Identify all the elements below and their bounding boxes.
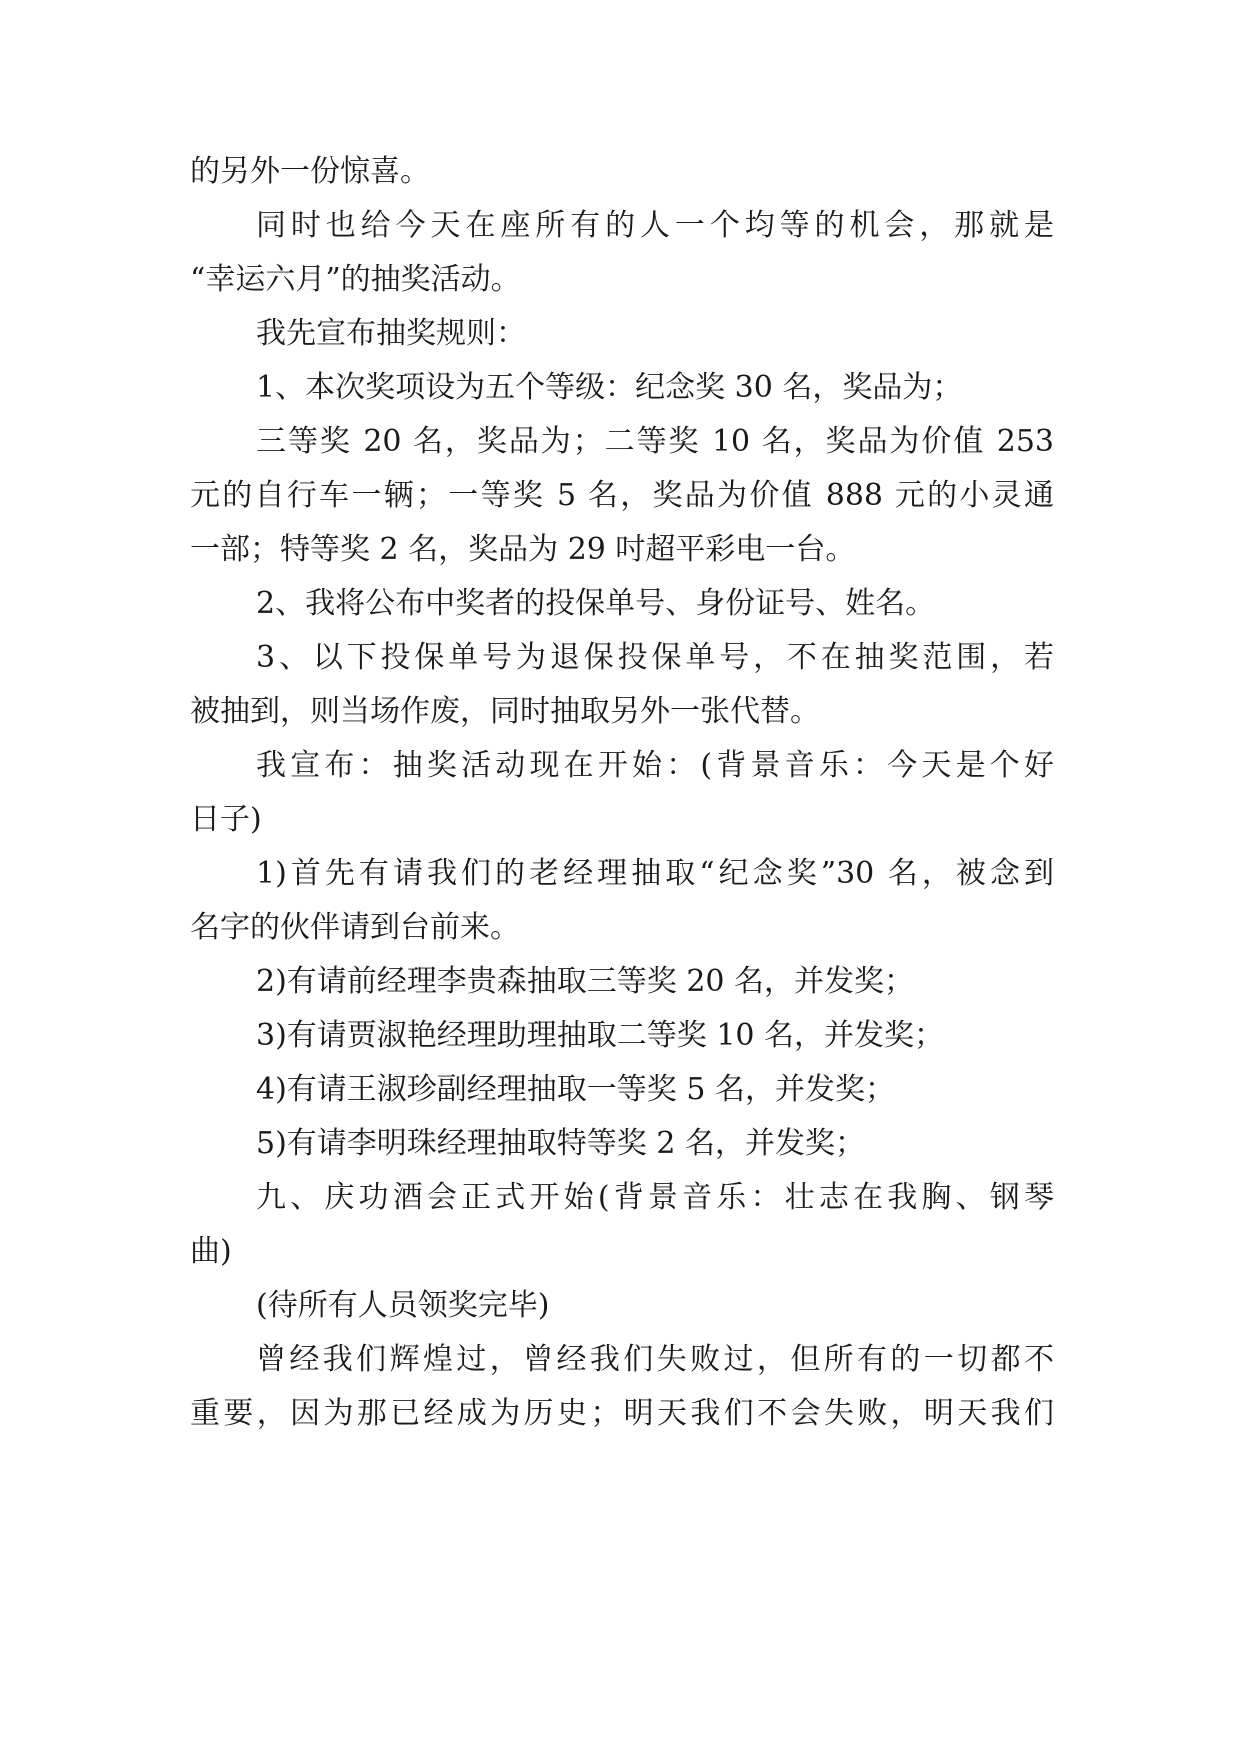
text-line: 被抽到，则当场作废，同时抽取另外一张代替。	[190, 694, 820, 729]
text-line: 三等奖 20 名，奖品为；二等奖 10 名，奖品为价值 253	[256, 424, 1054, 459]
text-line: 3)有请贾淑艳经理助理抽取二等奖 10 名，并发奖；	[256, 1018, 945, 1053]
text-line: 我先宣布抽奖规则：	[256, 316, 526, 351]
text-line: 1)首先有请我们的老经理抽取“纪念奖”30 名，被念到	[256, 856, 1054, 891]
text-line: 九、庆功酒会正式开始(背景音乐：壮志在我胸、钢琴	[256, 1180, 1054, 1215]
text-line: 3、以下投保单号为退保投保单号，不在抽奖范围，若	[256, 640, 1054, 675]
text-line: (待所有人员领奖完毕)	[256, 1288, 550, 1323]
text-line: 我宣布：抽奖活动现在开始：(背景音乐：今天是个好	[256, 748, 1054, 783]
text-line: 1、本次奖项设为五个等级：纪念奖 30 名，奖品为；	[256, 370, 963, 405]
text-line: 曲)	[190, 1234, 232, 1269]
text-line: 曾经我们辉煌过，曾经我们失败过，但所有的一切都不	[256, 1342, 1054, 1377]
text-line: 日子)	[190, 802, 262, 837]
text-line: 一部；特等奖 2 名，奖品为 29 吋超平彩电一台。	[190, 532, 856, 567]
text-line: 重要，因为那已经成为历史；明天我们不会失败，明天我们	[190, 1396, 1054, 1431]
text-line: 同时也给今天在座所有的人一个均等的机会，那就是	[256, 208, 1054, 243]
text-line: 元的自行车一辆；一等奖 5 名，奖品为价值 888 元的小灵通	[190, 478, 1054, 513]
text-line: 2)有请前经理李贵森抽取三等奖 20 名，并发奖；	[256, 964, 915, 999]
text-line: 名字的伙伴请到台前来。	[190, 910, 520, 945]
text-line: “幸运六月”的抽奖活动。	[190, 262, 521, 297]
text-line: 4)有请王淑珍副经理抽取一等奖 5 名，并发奖；	[256, 1072, 895, 1107]
text-line: 的另外一份惊喜。	[190, 154, 430, 189]
text-line: 5)有请李明珠经理抽取特等奖 2 名，并发奖；	[256, 1126, 865, 1161]
text-line: 2、我将公布中奖者的投保单号、身份证号、姓名。	[256, 586, 936, 621]
